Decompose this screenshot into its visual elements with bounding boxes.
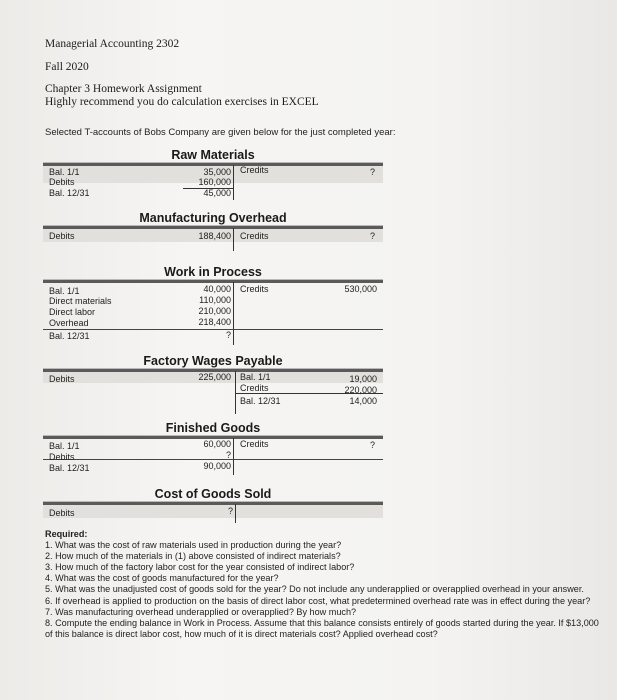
label-bal-12-31: Bal. 12/31 [49,188,90,198]
question-6: 6. If overhead is applied to production on the basis of direct labor cost, what predetermined overhead rate was in effect during the year? [45,595,591,606]
value-direct-materials: 110,000 [199,295,231,305]
intro-text: Selected T-accounts of Bobs Company are given below for the just completed year: [45,127,396,138]
label-bal-1-1: Bal. 1/1 [49,441,80,451]
t-account-finished-goods [43,421,383,475]
term: Fall 2020 [45,61,89,73]
label-debits: Debits [49,452,75,462]
label-debits: Debits [49,508,75,518]
label-direct-labor: Direct labor [49,307,96,317]
t-account-manufacturing-overhead [43,211,383,251]
excel-note: Highly recommend you do calculation exercises in EXCEL [45,96,319,108]
account-title: Factory Wages Payable [143,354,283,368]
required-questions [45,529,600,640]
account-title: Manufacturing Overhead [139,211,287,225]
value-bal-1-1: 60,000 [203,439,231,449]
question-5: 5. What was the unadjusted cost of goods sold for the year? Do not include any underapplied or overapplied overhead in your answer. [45,584,584,595]
label-credits: Credits [240,284,269,294]
t-account-factory-wages-payable [43,354,383,414]
label-bal-12-31: Bal. 12/31 [49,331,90,341]
account-title: Cost of Goods Sold [154,487,272,501]
value-credits: 220,000 [344,385,377,395]
label-bal-1-1: Bal. 1/1 [240,372,271,382]
question-4: 4. What was the cost of goods manufactured for the year? [45,573,279,584]
account-title: Finished Goods [165,421,261,435]
label-bal-1-1: Bal. 1/1 [49,286,80,296]
label-credits: Credits [240,231,269,241]
label-debits: Debits [49,177,75,187]
account-title: Work in Process [164,265,262,279]
chapter-title: Chapter 3 Homework Assignment [45,83,202,95]
value-credits: ? [369,440,375,450]
value-debits: 225,000 [198,372,231,382]
value-bal-1-1: 35,000 [203,167,231,177]
label-direct-materials: Direct materials [49,296,112,306]
value-debits: ? [225,450,231,460]
t-account-work-in-process [43,265,383,345]
value-bal-12-31: 14,000 [349,396,377,406]
required-heading: Required: [45,529,88,539]
label-credits: Credits [240,165,269,175]
value-credits: 530,000 [344,284,377,294]
label-bal-12-31: Bal. 12/31 [240,396,281,406]
account-title: Raw Materials [171,148,255,162]
value-debits: ? [227,506,233,516]
value-bal-12-31: 90,000 [203,461,231,471]
label-credits: Credits [240,439,269,449]
value-debits: 160,000 [198,177,231,187]
t-account-cost-of-goods-sold [43,487,383,523]
value-bal-12-31: ? [225,330,231,340]
question-2: 2. How much of the materials in (1) above consisted of indirect materials? [45,551,341,562]
value-direct-labor: 210,000 [198,306,231,316]
question-3: 3. How much of the factory labor cost for the year consisted of indirect labor? [45,562,355,573]
value-bal-1-1: 19,000 [349,374,377,384]
label-bal-12-31: Bal. 12/31 [49,463,90,473]
label-bal-1-1: Bal. 1/1 [49,167,80,177]
value-debits: 188,400 [198,231,231,241]
label-debits: Debits [49,231,75,241]
question-7: 7. Was manufacturing overhead underapplied or overapplied? By how much? [45,606,357,617]
question-1: 1. What was the cost of raw materials used in production during the year? [45,540,342,551]
value-credits: ? [369,167,375,177]
value-bal-12-31: 45,000 [203,188,231,198]
label-overhead: Overhead [49,318,89,328]
value-bal-1-1: 40,000 [203,284,231,294]
course-title: Managerial Accounting 2302 [45,38,180,50]
value-overhead: 218,400 [198,317,231,327]
label-debits: Debits [49,374,75,384]
label-credits: Credits [240,383,269,393]
question-8: 8. Compute the ending balance in Work in Process. Assume that this balance consists entirely of goods started during the year. If $13,000 of this balance is direct labor cost, how much of it is direct materials cost? Applied overhead cost? [45,617,599,639]
value-credits: ? [369,231,375,241]
t-account-raw-materials [43,148,383,200]
